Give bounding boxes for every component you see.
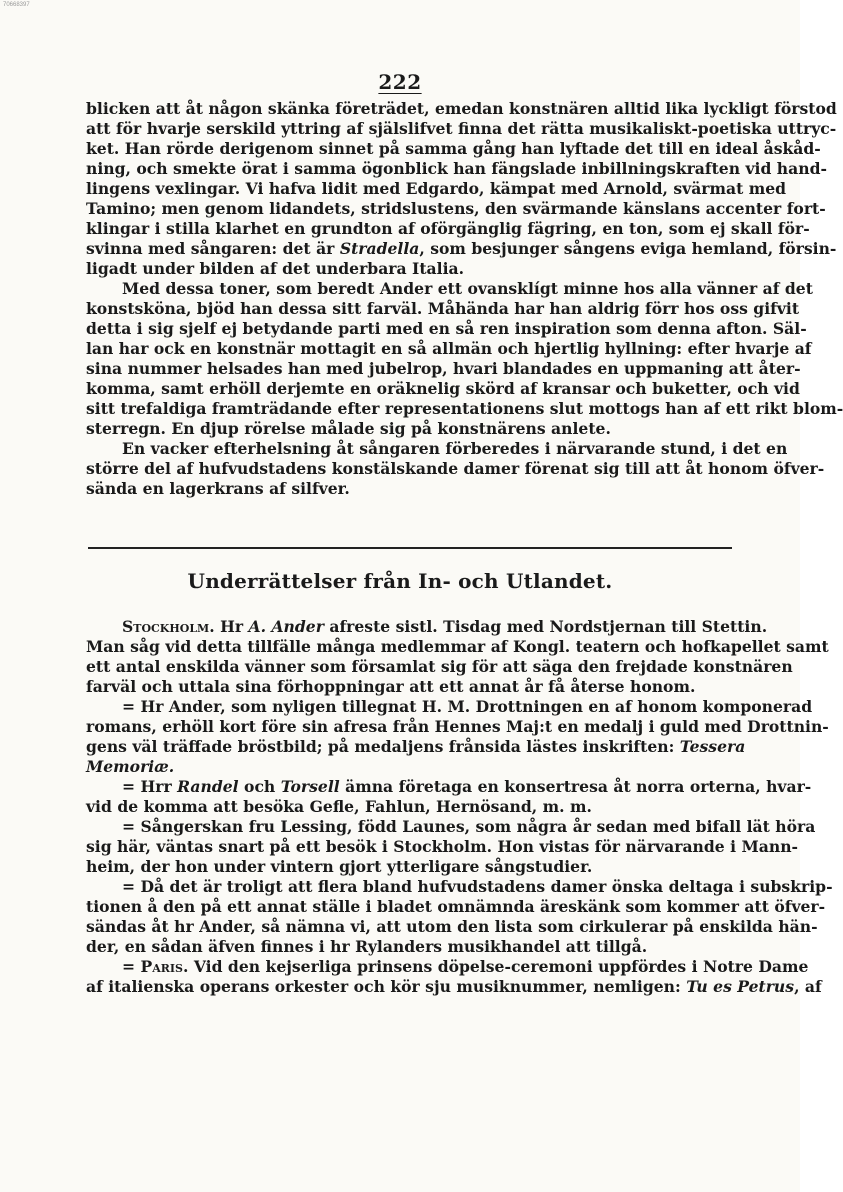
text-segment: romans, erhöll kort före sin afresa från Hennes Maj:t en medalj i guld med Drottnin- <box>86 717 829 736</box>
small-caps-text: Paris. <box>140 957 189 976</box>
text-segment: , af <box>794 977 822 996</box>
text-line <box>86 459 825 479</box>
text-segment: ning, och smekte örat i samma ögonblick han fängslade inbillningskraften vid hand- <box>86 159 827 178</box>
text-segment: konstsköna, bjöd han dessa sitt farväl. Måhända har han aldrig förr hos oss gifvit <box>86 299 800 318</box>
text-segment: ett antal enskilda vänner som församlat sig för att säga den frejdade konstnären <box>86 657 793 676</box>
text-segment: lan har ock en konstnär mottagit en så allmän och hjertlig hyllning: efter hvarje af <box>86 339 812 358</box>
text-segment: sitt trefaldiga framträdande efter representationens slut mottogs han af ett rikt blom- <box>86 399 843 418</box>
text-line <box>86 339 812 359</box>
text-line <box>86 479 734 499</box>
text-segment: En vacker efterhelsning åt sångaren förberedes i närvarande stund, i det en <box>122 439 788 458</box>
text-segment: lingens vexlingar. Vi hafva lidit med Edgardo, kämpat med Arnold, svärmat med <box>86 179 787 198</box>
text-line <box>86 637 829 657</box>
text-segment: ligadt under bilden af det underbara Italia. <box>86 259 465 278</box>
text-segment: af italienska operans orkester och kör sju musiknummer, nemligen: <box>86 977 687 996</box>
text-line <box>86 897 826 917</box>
text-line <box>86 259 734 279</box>
text-segment: ämna företaga en konsertresa åt norra orterna, hvar- <box>339 777 812 796</box>
text-segment: detta i sig sjelf ej betydande parti med en så ren inspiration som denna afton. Säl- <box>86 319 807 338</box>
text-line <box>86 817 816 837</box>
text-line <box>86 937 734 957</box>
text-line <box>86 837 798 857</box>
italic-text: Stradella <box>339 239 420 258</box>
text-segment: = Då det är troligt att flera bland hufvudstadens damer önska deltaga i subskrip- <box>122 877 833 896</box>
text-segment: Man såg vid detta tillfälle många medlemmar af Kongl. teatern och hofkapellet samt <box>86 637 829 656</box>
text-segment: Hr <box>214 617 249 636</box>
text-line <box>86 219 810 239</box>
text-segment: att för hvarje serskild yttring af själslifvet finna det rätta musikaliskt-poetiska uttryc- <box>86 119 837 138</box>
text-segment: gens väl träffade bröstbild; på medaljens frånsida lästes inskriften: <box>86 737 680 756</box>
text-line <box>86 877 833 897</box>
text-line <box>86 399 843 419</box>
text-segment: Vid den kejserliga prinsens döpelse-ceremoni uppfördes i Notre Dame <box>188 957 809 976</box>
text-segment: Med dessa toner, som beredt Ander ett ovansklígt minne hos alla vänner af det <box>122 279 813 298</box>
italic-text: Randel <box>177 777 239 796</box>
text-line <box>86 957 809 977</box>
text-line <box>86 139 821 159</box>
text-line <box>86 379 800 399</box>
small-caps-text: Stockholm. <box>122 617 215 636</box>
text-line <box>86 419 734 439</box>
text-line <box>86 797 734 817</box>
text-line <box>86 439 788 459</box>
text-line <box>86 737 746 757</box>
text-line <box>86 677 734 697</box>
scan-id-label: 70668397 <box>3 2 30 8</box>
text-segment: större del af hufvudstadens konstälskande damer förenat sig till att åt honom öfver- <box>86 459 825 478</box>
text-line <box>86 119 837 139</box>
article-continuation <box>86 99 843 499</box>
text-line <box>86 717 829 737</box>
text-line <box>86 179 787 199</box>
text-line <box>86 199 826 219</box>
text-line <box>86 359 801 379</box>
text-segment: komma, samt erhöll derjemte en oräknelig skörd af kransar och buketter, och vid <box>86 379 800 398</box>
text-segment: sändas åt hr Ander, så nämna vi, att utom den lista som cirkulerar på enskilda hän- <box>86 917 818 936</box>
section-heading: Underrättelser från In- och Utlandet. <box>187 569 613 593</box>
text-line <box>86 697 813 717</box>
italic-text: Tessera <box>679 737 746 756</box>
text-line <box>86 857 734 877</box>
text-segment: och <box>238 777 281 796</box>
section-divider <box>88 547 732 549</box>
text-segment: heim, der hon under vintern gjort ytterligare sångstudier. <box>86 857 593 876</box>
text-line <box>86 99 837 119</box>
text-segment: sig här, väntas snart på ett besök i Stockholm. Hon vistas för närvarande i Mann- <box>86 837 798 856</box>
text-segment: farväl och uttala sina förhoppningar att ett annat år få återse honom. <box>86 677 696 696</box>
text-segment: tionen å den på ett annat ställe i bladet omnämnda äreskänk som kommer att öfver- <box>86 897 826 916</box>
text-segment: = Hr Ander, som nyligen tillegnat H. M. Drottningen en af honom komponerad <box>122 697 813 716</box>
text-line <box>86 757 734 777</box>
page-number: 222 <box>378 70 422 94</box>
text-segment: sina nummer helsades han med jubelrop, hvari blandades en uppmaning att åter- <box>86 359 801 378</box>
text-segment: = Sångerskan fru Lessing, född Launes, som några år sedan med bifall lät höra <box>122 817 816 836</box>
text-segment: afreste sistl. Tisdag med Nordstjernan till Stettin. <box>323 617 768 636</box>
text-segment: der, en sådan äfven finnes i hr Rylanders musikhandel att tillgå. <box>86 937 648 956</box>
italic-text: Tu es Petrus <box>686 977 795 996</box>
text-line <box>86 977 822 997</box>
text-line <box>86 917 818 937</box>
text-line <box>86 617 768 637</box>
text-line <box>86 279 813 299</box>
italic-text: Torsell <box>280 777 340 796</box>
text-segment: vid de komma att besöka Gefle, Fahlun, Hernösand, m. m. <box>86 797 592 816</box>
text-segment: svinna med sångaren: det är <box>86 239 340 258</box>
text-line <box>86 299 800 319</box>
text-segment: blicken att åt någon skänka företrädet, emedan konstnären alltid lika lyckligt förstod <box>86 99 837 118</box>
text-segment: , som besjunger sångens eviga hemland, försin- <box>419 239 837 258</box>
text-segment: = Hrr <box>122 777 178 796</box>
text-line <box>86 657 793 677</box>
text-line <box>86 319 807 339</box>
text-segment: klingar i stilla klarhet en grundton af oförgänglig fägring, en ton, som ej skall för- <box>86 219 810 238</box>
text-segment: sterregn. En djup rörelse målade sig på konstnärens anlete. <box>86 419 611 438</box>
italic-text: A. Ander <box>248 617 324 636</box>
text-segment: ket. Han rörde derigenom sinnet på samma gång han lyftade det till en ideal åskåd- <box>86 139 821 158</box>
text-segment: = <box>122 957 141 976</box>
text-line <box>86 777 812 797</box>
italic-text: Memoriæ. <box>86 757 175 776</box>
text-segment: Tamino; men genom lidandets, stridslustens, den svärmande känslans accenter fort- <box>86 199 826 218</box>
text-segment: sända en lagerkrans af silfver. <box>86 479 350 498</box>
text-line <box>86 239 837 259</box>
text-line <box>86 159 827 179</box>
news-section <box>86 617 833 997</box>
